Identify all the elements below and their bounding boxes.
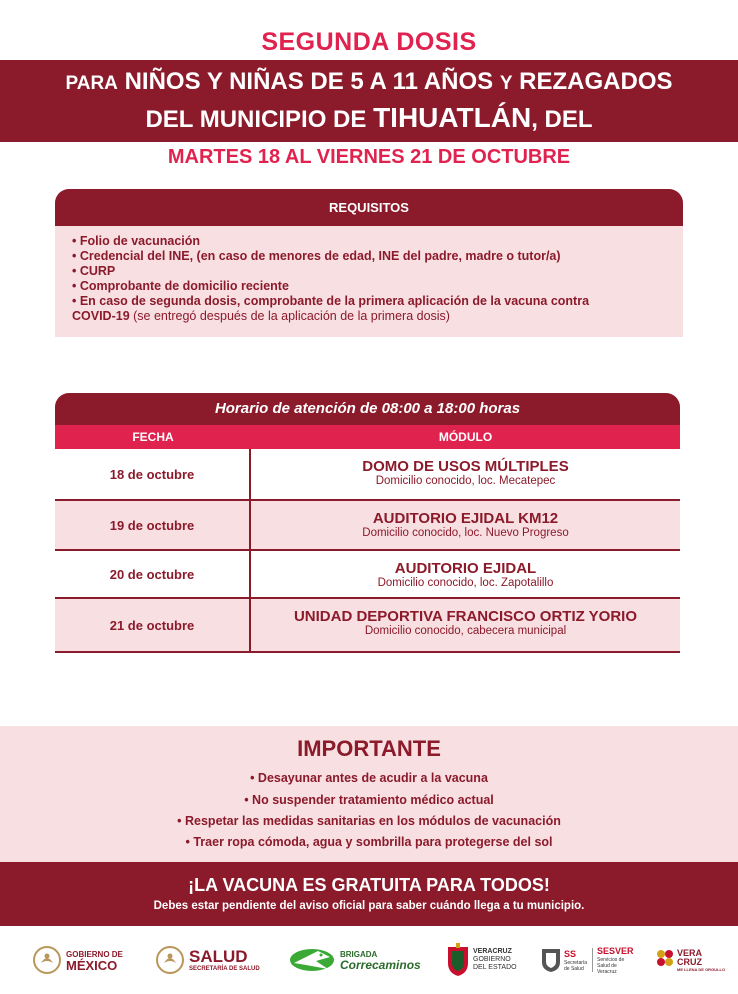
- row-date: 19 de octubre: [55, 501, 251, 549]
- logo-line: SECRETARÍA DE SALUD: [189, 965, 260, 972]
- requirement-item: • Credencial del INE, (en caso de menores de edad, INE del padre, madre o tutor/a): [72, 249, 561, 263]
- roadrunner-icon: [288, 945, 336, 975]
- row-date: 20 de octubre: [55, 551, 251, 597]
- page-title: SEGUNDA DOSIS: [261, 28, 477, 56]
- logo-line: GOBIERNO: [473, 956, 511, 963]
- logo-line: CRUZ: [677, 956, 702, 967]
- logo-text: [677, 949, 725, 972]
- row-date: 18 de octubre: [55, 449, 251, 499]
- banner-text: PARA: [65, 73, 118, 94]
- logo-line: MÉXICO: [66, 958, 118, 973]
- logo-line: ME LLENA DE ORGULLO: [677, 966, 726, 972]
- requirement-item: • En caso de segunda dosis, comprobante de la primera aplicación de la vacuna contra: [72, 294, 590, 308]
- banner-text: REZAGADOS: [519, 68, 673, 95]
- requirement-bold: COVID-19: [72, 309, 130, 323]
- module-address: Domicilio conocido, loc. Nuevo Progreso: [362, 527, 569, 539]
- requirement-item: • Folio de vacunación: [72, 234, 201, 248]
- important-item: • Desayunar antes de acudir a la vacuna: [250, 771, 488, 785]
- logos-bar: [0, 938, 738, 982]
- eagle-seal-icon: [155, 945, 185, 975]
- logo-veracruz-orgullo: [655, 938, 725, 982]
- module-address: Domicilio conocido, loc. Mecatepec: [375, 475, 556, 487]
- coat-of-arms-icon: [446, 943, 470, 977]
- table-row: [55, 599, 680, 653]
- logo-brigada-correcaminos: [288, 938, 421, 982]
- requirement-item: • CURP: [72, 264, 116, 278]
- town-name: TIHUATLÁN: [373, 102, 532, 133]
- logo-veracruz-gobierno: [446, 938, 517, 982]
- banner-text: , DEL: [531, 106, 593, 133]
- table-row: [55, 551, 680, 599]
- row-module: [251, 501, 680, 549]
- free-vaccine-headline: ¡LA VACUNA ES GRATUITA PARA TODOS!: [188, 875, 550, 895]
- requirement-item: • Comprobante de domicilio reciente: [72, 279, 289, 293]
- important-item: • Respetar las medidas sanitarias en los módulos de vacunación: [177, 814, 561, 828]
- table-row: [55, 501, 680, 551]
- logo-line: GOBIERNO DE: [66, 950, 123, 959]
- module-name: AUDITORIO EJIDAL KM12: [372, 510, 559, 527]
- row-module: [251, 449, 680, 499]
- schedule-title: Horario de atención de 08:00 a 18:00 horas: [55, 393, 680, 425]
- free-vaccine-banner: [0, 862, 738, 926]
- title-banner: [0, 60, 738, 142]
- module-address: Domicilio conocido, cabecera municipal: [364, 625, 567, 637]
- banner-line-2: [0, 102, 738, 134]
- logo-line: SESVER: [597, 945, 634, 956]
- schedule-header-row: [55, 425, 680, 449]
- module-name: DOMO DE USOS MÚLTIPLES: [362, 458, 569, 475]
- requirement-note: (se entregó después de la aplicación de la primera dosis): [129, 309, 450, 323]
- important-title: IMPORTANTE: [297, 736, 441, 761]
- column-header-date: FECHA: [132, 430, 174, 444]
- banner-line-1: [0, 68, 738, 96]
- logo-line: Correcaminos: [340, 958, 421, 972]
- requirement-item: [72, 309, 683, 324]
- logo-text: [564, 949, 588, 972]
- row-module: [251, 599, 680, 651]
- logo-line: Secretaría de Salud: [564, 959, 588, 972]
- date-range: MARTES 18 AL VIERNES 21 DE OCTUBRE: [167, 146, 571, 168]
- important-item: • No suspender tratamiento médico actual: [244, 793, 494, 807]
- logo-divider: [592, 948, 593, 972]
- module-name: AUDITORIO EJIDAL: [394, 560, 537, 577]
- logo-line: VERACRUZ: [473, 948, 512, 955]
- free-vaccine-note: Debes estar pendiente del aviso oficial para saber cuándo llega a tu municipio.: [153, 900, 585, 912]
- logo-text: [189, 948, 260, 973]
- module-address: Domicilio conocido, loc. Zapotalillo: [377, 577, 554, 589]
- row-module: [251, 551, 680, 597]
- row-date: 21 de octubre: [55, 599, 251, 651]
- column-header-module: MÓDULO: [438, 430, 493, 444]
- logo-line: DEL ESTADO: [473, 964, 517, 971]
- logo-gobierno-mexico: [32, 938, 123, 982]
- logo-text: [597, 946, 637, 975]
- logo-ss-sesver: [541, 938, 637, 982]
- eagle-seal-icon: [32, 945, 62, 975]
- banner-text: Y: [499, 73, 513, 94]
- logo-text: [340, 949, 421, 971]
- banner-text: NIÑOS Y NIÑAS DE 5 A 11 AÑOS: [124, 68, 494, 95]
- schedule-table: [55, 393, 680, 653]
- table-row: [55, 449, 680, 501]
- logo-salud: [155, 938, 260, 982]
- flower-icon: [655, 948, 675, 972]
- logo-text: [66, 949, 123, 971]
- logo-line: Servicios de Salud de Veracruz: [597, 956, 625, 975]
- module-name: UNIDAD DEPORTIVA FRANCISCO ORTIZ YORIO: [293, 608, 638, 625]
- logo-text: [473, 948, 517, 972]
- requirements-list: [55, 226, 683, 324]
- state-shield-icon: [541, 947, 561, 973]
- logo-line: VERA: [677, 947, 703, 958]
- logo-line: SALUD: [189, 946, 248, 966]
- requirements-box: [55, 189, 683, 337]
- logo-line: SS: [564, 948, 577, 959]
- requirements-title: REQUISITOS: [55, 189, 683, 226]
- banner-text: DEL MUNICIPIO DE: [145, 106, 367, 133]
- important-section: [0, 726, 738, 862]
- logo-line: BRIGADA: [340, 950, 378, 959]
- important-item: • Traer ropa cómoda, agua y sombrilla para protegerse del sol: [185, 835, 553, 849]
